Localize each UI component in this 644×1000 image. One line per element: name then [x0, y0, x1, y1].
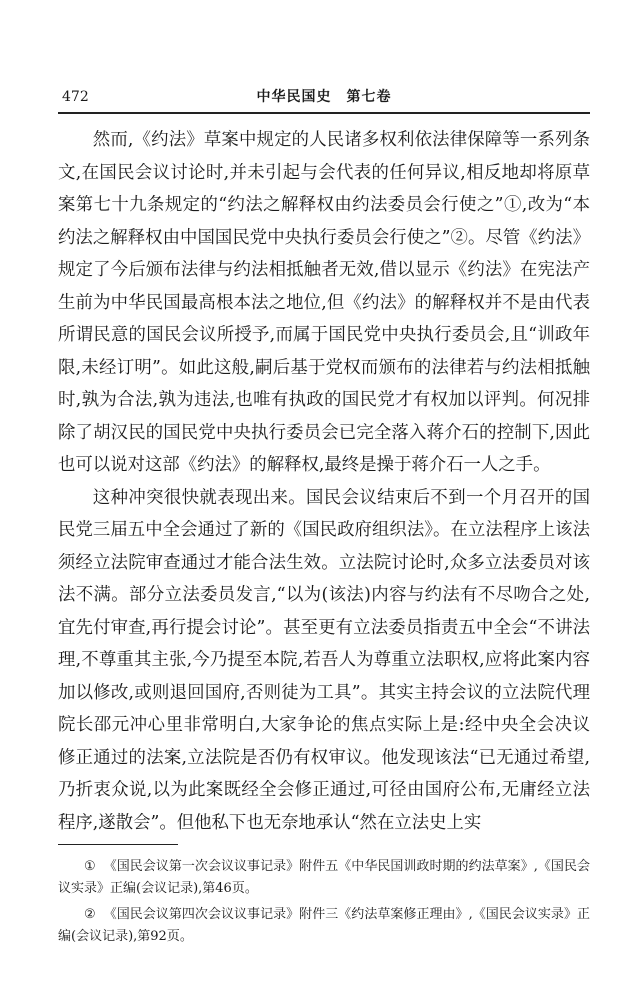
page-header: [58, 88, 590, 114]
footnote: [58, 856, 590, 900]
footnote-marker: ①: [84, 859, 96, 874]
footnote-divider: [58, 844, 178, 845]
running-title: 中华民国史 第七卷: [256, 89, 392, 105]
paragraph: 这种冲突很快就表现出来。国民会议结束后不到一个月召开的国民党三届五中全会通过了新的《国民政府组织法》。在立法程序上该法须经立法院审查通过才能合法生效。立法院讨论时,众多立法委员对该法不满。部分立法委员发言,“以为(该法)内容与约法有不尽吻合之处,宜先付审查,再行提会讨论”。甚至更有立法委员指责五中全会“不讲法理,不尊重其主张,今乃提至本院,若吾人为尊重立法职权,应将此案内容加以修改,或则退回国府,否则徒为工具”。其实主持会议的立法院代理院长邵元冲心里非常明白,大家争论的焦点实际上是:经中央全会决议修正通过的法案,立法院是否仍有权审议。他发现该法“已无通过希望,乃折衷众说,以为此案既经全会修正通过,可径由国府公布,无庸经立法程序,遂散会”。但他私下也无奈地承认“然在立法史上实: [58, 487, 590, 833]
footnotes: [58, 856, 590, 952]
footnote-marker: ②: [84, 907, 96, 922]
footnote: [58, 904, 590, 948]
footnote-text: 《国民会议第四次会议议事记录》附件三《约法草案修正理由》,《国民会议实录》正编(会议记录),第92页。: [58, 907, 590, 944]
paragraph: 然而,《约法》草案中规定的人民诸多权利依法律保障等一系列条文,在国民会议讨论时,并未引起与会代表的任何异议,相反地却将原草案第七十九条规定的“约法之解释权由约法委员会行使之”①,改为“本约法之解释权由中国国民党中央执行委员会行使之”②。尽管《约法》规定了今后颁布法律与约法相抵触者无效,借以显示《约法》在宪法产生前为中华民国最高根本法之地位,但《约法》的解释权并不是由代表所谓民意的国民会议所授予,而属于国民党中央执行委员会,且“训政年限,未经订明”。如此这般,嗣后基于党权而颁布的法律若与约法相抵触时,孰为合法,孰为违法,也唯有执政的国民党才有权加以评判。何况排除了胡汉民的国民党中央执行委员会已完全落入蒋介石的控制下,因此也可以说对这部《约法》的解释权,最终是操于蒋介石一人之手。: [58, 130, 590, 475]
main-text: [58, 124, 590, 839]
page-number: 472: [62, 89, 89, 105]
footnote-text: 《国民会议第一次会议议事记录》附件五《中华民国训政时期的约法草案》,《国民会议实录》正编(会议记录),第46页。: [58, 859, 590, 896]
